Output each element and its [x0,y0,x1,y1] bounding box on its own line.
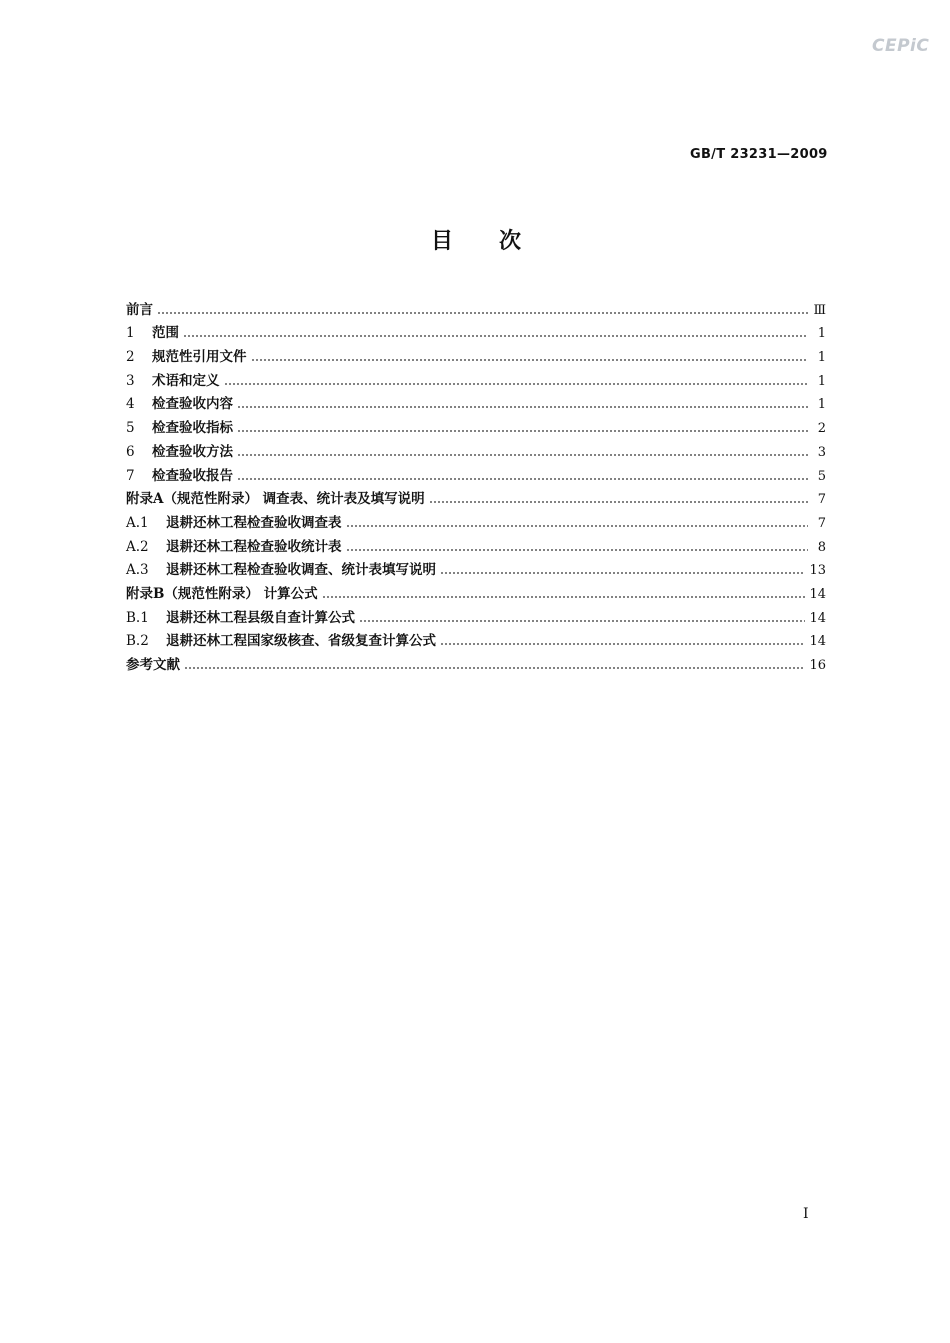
toc-entry-label: 检查验收报告 [152,467,233,484]
toc-entry-number: A.3 [126,562,149,579]
toc-entry-page: 7 [817,515,826,531]
toc-entry[interactable] [126,366,826,390]
toc-entry-number: 2 [126,349,135,366]
toc-entry[interactable] [126,627,826,651]
toc-entry-page: 1 [817,326,826,342]
toc-entry-page: 7 [817,492,826,508]
toc-entry-label: 前言 [126,301,153,318]
cepic-watermark: CEPiC [872,36,930,56]
dot-leader [429,500,808,504]
toc-entry-label: 退耕还林工程国家级核查、省级复查计算公式 [166,633,436,650]
dot-leader [440,642,805,646]
toc-entry-number: 6 [126,443,135,460]
toc-entry[interactable] [126,390,826,414]
toc-entry[interactable] [126,650,826,674]
toc-entry[interactable] [126,437,826,461]
dot-leader [251,358,809,362]
toc-entry-number: B.1 [126,609,149,626]
toc-entry-number: 4 [126,396,135,413]
toc-entry[interactable] [126,603,826,627]
toc-entry-number: A.1 [126,514,149,531]
toc-entry-page: 14 [809,586,826,602]
toc-entry[interactable] [126,413,826,437]
toc-entry-label: 退耕还林工程检查验收统计表 [166,538,342,555]
toc-entry[interactable] [126,319,826,343]
dot-leader [440,571,805,575]
toc-entry[interactable] [126,461,826,485]
toc-entry[interactable] [126,508,826,532]
table-of-contents [126,295,826,674]
toc-entry-number: B.2 [126,633,149,650]
dot-leader [359,619,805,623]
toc-entry-label: 范围 [152,325,179,342]
toc-entry-page: 1 [817,397,826,413]
toc-entry-number: A.2 [126,538,149,555]
toc-entry[interactable] [126,532,826,556]
toc-entry-label: 退耕还林工程检查验收调查、统计表填写说明 [166,562,436,579]
toc-entry-number: 1 [126,325,135,342]
toc-entry-label: 术语和定义 [152,372,220,389]
toc-entry[interactable] [126,485,826,509]
toc-entry-label: 检查验收指标 [152,420,233,437]
dot-leader [184,666,805,670]
toc-entry-page: 16 [809,658,826,673]
toc-entry[interactable] [126,579,826,603]
dot-leader [157,311,808,315]
toc-entry-page: 5 [817,468,826,484]
toc-entry[interactable] [126,295,826,319]
toc-entry-label: 规范性引用文件 [152,349,247,366]
standard-code: GB/T 23231—2009 [690,147,828,162]
toc-entry[interactable] [126,342,826,366]
toc-entry-page: 8 [817,539,826,555]
toc-entry-label: 退耕还林工程县级自查计算公式 [166,609,355,626]
toc-entry-label: 检查验收内容 [152,396,233,413]
dot-leader [183,334,808,338]
toc-entry-page: 14 [809,634,826,650]
dot-leader [237,477,808,481]
dot-leader [346,524,809,528]
dot-leader [237,429,808,433]
dot-leader [237,453,808,457]
toc-title: 目次 [431,229,568,254]
toc-entry[interactable] [126,556,826,580]
toc-entry-label: 附录B（规范性附录） 计算公式 [126,585,318,602]
dot-leader [322,595,806,599]
toc-entry-page: 1 [817,373,826,389]
toc-entry-page: Ⅲ [813,302,826,318]
toc-entry-page: 13 [809,563,826,579]
toc-entry-label: 检查验收方法 [152,443,233,460]
toc-entry-label: 附录A（规范性附录） 调查表、统计表及填写说明 [126,491,425,508]
toc-entry-number: 7 [126,467,135,484]
page-number: I [803,1206,809,1222]
toc-entry-page: 14 [809,610,826,626]
toc-entry-label: 参考文献 [126,657,180,673]
dot-leader [224,382,809,386]
toc-entry-number: 5 [126,420,135,437]
toc-entry-page: 3 [817,444,826,460]
dot-leader [346,548,809,552]
toc-entry-number: 3 [126,372,135,389]
toc-entry-page: 2 [817,421,826,437]
toc-entry-label: 退耕还林工程检查验收调查表 [166,514,342,531]
dot-leader [237,405,808,409]
toc-entry-page: 1 [817,350,826,366]
